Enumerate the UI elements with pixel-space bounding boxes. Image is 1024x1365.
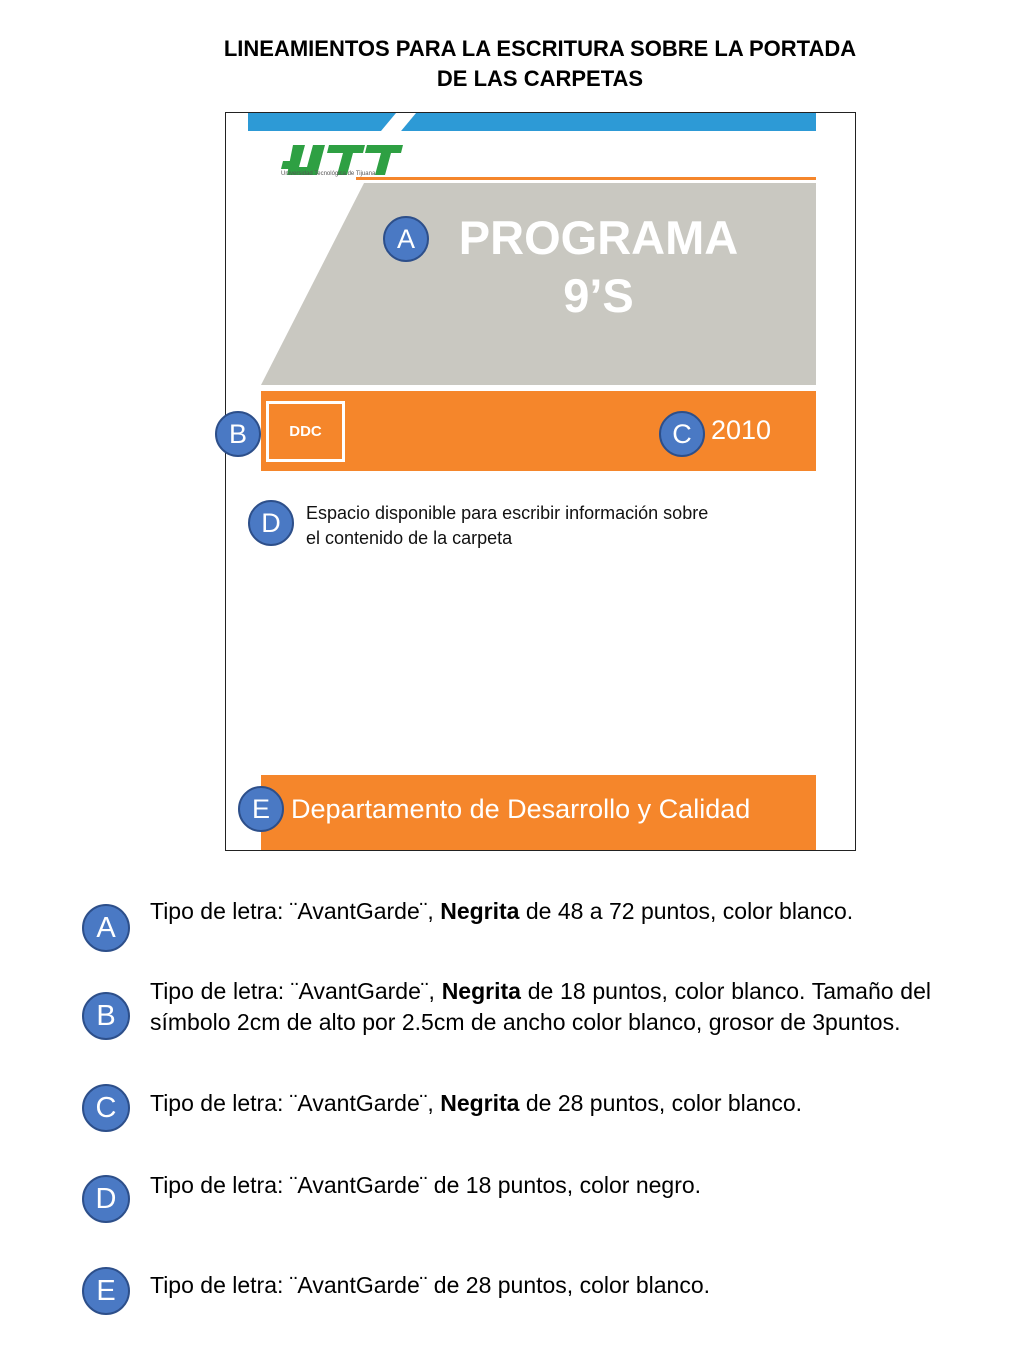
marker-e-legend: E	[82, 1267, 130, 1315]
utt-logo-icon	[281, 133, 411, 185]
program-title	[426, 209, 771, 325]
legend-c-pre: Tipo de letra: ¨AvantGarde¨,	[150, 1090, 441, 1116]
department-label: Departamento de Desarrollo y Calidad	[291, 794, 751, 824]
year-label: 2010	[711, 415, 772, 445]
legend-b-post: de 18 puntos, color blanco. Tamaño del símbolo 2cm de alto por 2.5cm de ancho color blanco, grosor de 3puntos.	[150, 978, 931, 1035]
legend-a-bold: Negrita	[440, 898, 520, 924]
marker-b-legend: B	[82, 992, 130, 1040]
page-title-line-2: DE LAS CARPETAS	[436, 66, 644, 91]
legend-c-post: de 28 puntos, color blanco.	[519, 1090, 803, 1116]
content-info-text	[306, 501, 806, 551]
legend-c-bold: Negrita	[440, 1090, 520, 1116]
legend-c-text	[150, 1088, 931, 1119]
folder-cover-mockup	[225, 112, 856, 851]
marker-e-cover: E	[238, 786, 284, 832]
marker-d-legend: D	[82, 1175, 130, 1223]
marker-a-legend: A	[82, 904, 130, 952]
legend-d-text: Tipo de letra: ¨AvantGarde¨ de 18 puntos, color negro.	[150, 1172, 702, 1198]
orange-accent-line	[356, 177, 816, 180]
marker-c-legend: C	[82, 1084, 130, 1132]
ddc-label: DDC	[289, 423, 322, 440]
legend-e-text: Tipo de letra: ¨AvantGarde¨ de 28 puntos, color blanco.	[150, 1272, 710, 1298]
legend-a-pre: Tipo de letra: ¨AvantGarde¨,	[150, 898, 441, 924]
logo-subtitle: Universidad Tecnológica de Tijuana	[281, 171, 376, 177]
blue-bar-right	[401, 113, 816, 131]
legend-b-text	[150, 976, 931, 1038]
legend-b-bold: Negrita	[441, 978, 521, 1004]
info-line-2: el contenido de la carpeta	[306, 528, 513, 548]
legend-b-pre: Tipo de letra: ¨AvantGarde¨,	[150, 978, 442, 1004]
legend-a-text	[150, 896, 931, 927]
marker-a-cover: A	[383, 216, 429, 262]
marker-c-cover: C	[659, 411, 705, 457]
program-title-line-2: 9’S	[563, 269, 634, 322]
ddc-symbol-box	[266, 401, 345, 462]
legend-a-post: de 48 a 72 puntos, color blanco.	[519, 898, 854, 924]
info-line-1: Espacio disponible para escribir información sobre	[306, 503, 709, 523]
page-title	[100, 34, 980, 94]
marker-b-cover: B	[215, 411, 261, 457]
marker-d-cover: D	[248, 500, 294, 546]
program-title-line-1: PROGRAMA	[458, 211, 739, 264]
page-title-line-1: LINEAMIENTOS PARA LA ESCRITURA SOBRE LA PORTADA	[223, 36, 857, 61]
